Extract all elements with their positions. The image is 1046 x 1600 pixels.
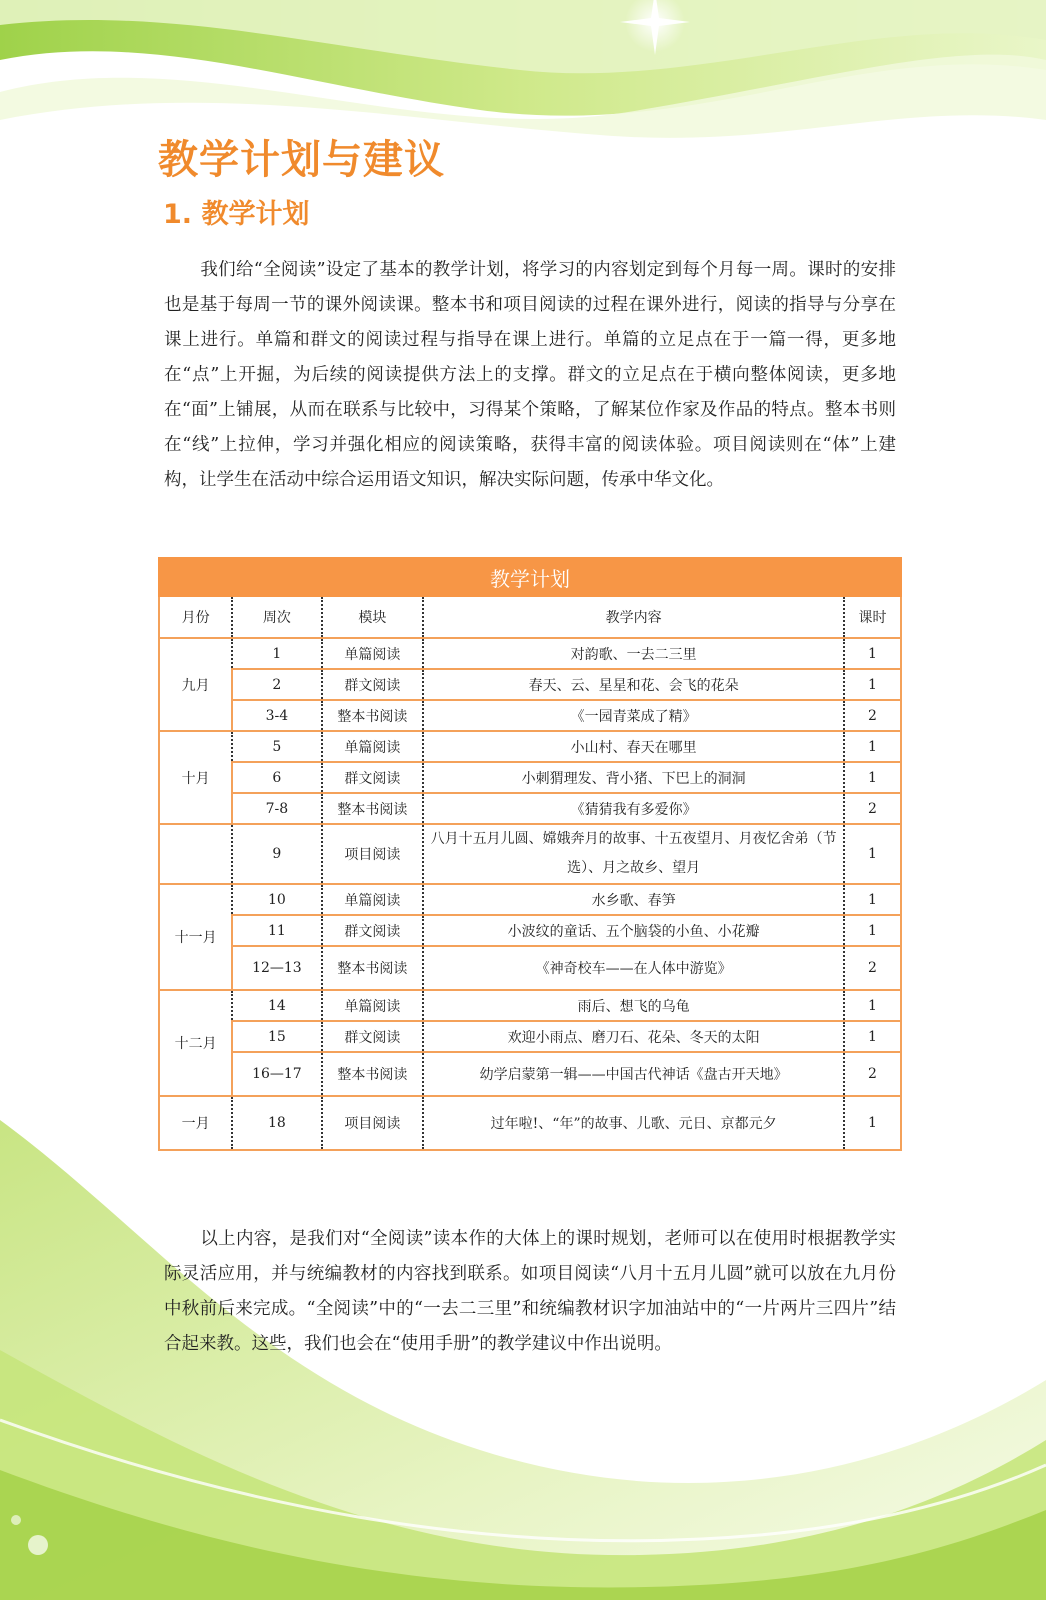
hours-cell: 1 [844,731,901,762]
content-cell: 水乡歌、春笋 [423,884,844,915]
section-heading: 1. 教学计划 [163,199,310,230]
module-cell: 项目阅读 [322,824,424,884]
hours-cell: 1 [844,824,901,884]
module-cell: 单篇阅读 [322,731,424,762]
hours-cell: 2 [844,946,901,990]
header-module: 模块 [322,596,424,638]
table-row [159,824,901,884]
table-header-row [159,596,901,638]
content-cell: 欢迎小雨点、磨刀石、花朵、冬天的太阳 [423,1021,844,1052]
content-cell: 《猜猜我有多爱你》 [423,793,844,824]
table-row [159,793,901,824]
week-cell: 2 [232,669,321,700]
hours-cell: 1 [844,638,901,669]
week-cell: 16—17 [232,1052,321,1096]
table-row [159,915,901,946]
header-content: 教学内容 [423,596,844,638]
week-cell: 18 [232,1096,321,1150]
month-cell: 十一月 [159,884,232,990]
month-cell: 一月 [159,1096,232,1150]
content-cell: 《神奇校车——在人体中游览》 [423,946,844,990]
teaching-plan-table [158,557,902,1151]
table-row [159,762,901,793]
hours-cell: 1 [844,669,901,700]
hours-cell: 1 [844,915,901,946]
week-cell: 3-4 [232,700,321,731]
module-cell: 群文阅读 [322,762,424,793]
page-title: 教学计划与建议 [158,137,445,183]
hours-cell: 1 [844,1096,901,1150]
hours-cell: 1 [844,990,901,1021]
hours-cell: 2 [844,1052,901,1096]
content-cell: 小山村、春天在哪里 [423,731,844,762]
week-cell: 14 [232,990,321,1021]
header-hours: 课时 [844,596,901,638]
module-cell: 单篇阅读 [322,990,424,1021]
content-cell: 对韵歌、一去二三里 [423,638,844,669]
content-cell: 过年啦!、“年”的故事、儿歌、元日、京都元夕 [423,1096,844,1150]
content-cell: 《一园青菜成了精》 [423,700,844,731]
table-caption: 教学计划 [159,558,901,596]
month-cell-empty [159,824,232,884]
table-row [159,731,901,762]
table-row [159,1052,901,1096]
closing-paragraph: 以上内容，是我们对“全阅读”读本作的大体上的课时规划，老师可以在使用时根据教学实际灵活应用，并与统编教材的内容找到联系。如项目阅读“八月十五月儿圆”就可以放在九月份中秋前后来完成。“全阅读”中的“一去二三里”和统编教材识字加油站中的“一片两片三四片”结合起来教。这些，我们也会在“使用手册”的教学建议中作出说明。 [164,1229,896,1354]
module-cell: 单篇阅读 [322,638,424,669]
table-row [159,884,901,915]
table-row [159,700,901,731]
hours-cell: 1 [844,1021,901,1052]
table-row [159,638,901,669]
week-cell: 15 [232,1021,321,1052]
module-cell: 单篇阅读 [322,884,424,915]
week-cell: 12—13 [232,946,321,990]
table-row [159,1021,901,1052]
content-cell: 幼学启蒙第一辑——中国古代神话《盘古开天地》 [423,1052,844,1096]
table-row [159,946,901,990]
hours-cell: 2 [844,793,901,824]
content-cell: 八月十五月儿圆、嫦娥奔月的故事、十五夜望月、月夜忆舍弟（节选）、月之故乡、望月 [423,824,844,884]
week-cell: 1 [232,638,321,669]
header-week: 周次 [232,596,321,638]
week-cell: 10 [232,884,321,915]
module-cell: 群文阅读 [322,1021,424,1052]
module-cell: 群文阅读 [322,915,424,946]
table-row [159,1096,901,1150]
week-cell: 9 [232,824,321,884]
month-cell: 十二月 [159,990,232,1096]
module-cell: 整本书阅读 [322,946,424,990]
week-cell: 5 [232,731,321,762]
content-cell: 小刺猬理发、背小猪、下巴上的洞洞 [423,762,844,793]
content-cell: 小波纹的童话、五个脑袋的小鱼、小花瓣 [423,915,844,946]
module-cell: 项目阅读 [322,1096,424,1150]
hours-cell: 2 [844,700,901,731]
hours-cell: 1 [844,884,901,915]
intro-paragraph: 我们给“全阅读”设定了基本的教学计划，将学习的内容划定到每个月每一周。课时的安排也是基于每周一节的课外阅读课。整本书和项目阅读的过程在课外进行，阅读的指导与分享在课上进行。单篇和群文的阅读过程与指导在课上进行。单篇的立足点在于一篇一得，更多地在“点”上开掘，为后续的阅读提供方法上的支撑。群文的立足点在于横向整体阅读，更多地在“面”上铺展，从而在联系与比较中，习得某个策略，了解某位作家及作品的特点。整本书则在“线”上拉伸，学习并强化相应的阅读策略，获得丰富的阅读体验。项目阅读则在“体”上建构，让学生在活动中综合运用语文知识，解决实际问题，传承中华文化。 [164,260,896,490]
table-row [159,990,901,1021]
module-cell: 群文阅读 [322,669,424,700]
week-cell: 11 [232,915,321,946]
content-cell: 雨后、想飞的乌龟 [423,990,844,1021]
content-cell: 春天、云、星星和花、会飞的花朵 [423,669,844,700]
month-cell: 九月 [159,638,232,731]
hours-cell: 1 [844,762,901,793]
week-cell: 7-8 [232,793,321,824]
module-cell: 整本书阅读 [322,793,424,824]
header-month: 月份 [159,596,232,638]
module-cell: 整本书阅读 [322,1052,424,1096]
week-cell: 6 [232,762,321,793]
module-cell: 整本书阅读 [322,700,424,731]
month-cell: 十月 [159,731,232,824]
table-row [159,669,901,700]
